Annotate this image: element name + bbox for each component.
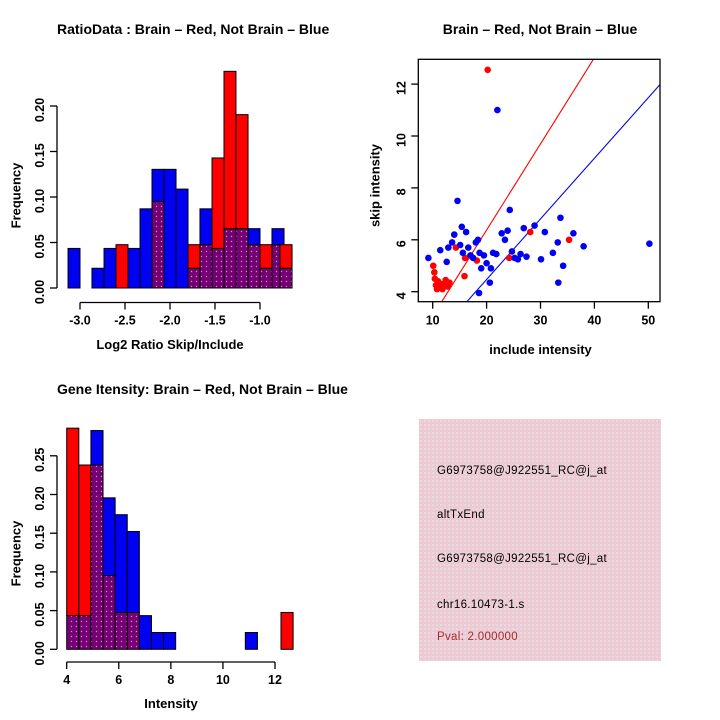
svg-text:0.20: 0.20 [33,486,47,511]
ratio-histogram-canvas [0,0,360,360]
ratio-histogram-panel [0,0,360,360]
probe-id-line: G6973758@J922551_RC@j_at [437,465,607,477]
svg-text:0.00: 0.00 [33,279,47,305]
svg-text:4: 4 [394,292,409,300]
svg-text:-1.5: -1.5 [204,313,226,328]
svg-text:12: 12 [268,673,282,687]
svg-text:0.15: 0.15 [33,143,47,168]
svg-text:30: 30 [533,313,548,328]
gene-intensity-histogram-xlabel: Intensity [144,696,198,711]
svg-text:10: 10 [215,673,230,687]
intensity-scatter-points-red [430,67,572,293]
gene-info-panel [360,360,720,720]
ratio-histogram-ylabel: Frequency [8,162,24,229]
svg-text:0.15: 0.15 [33,525,47,550]
locus-line: chr16.10473-1.s [437,599,525,611]
svg-text:0.10: 0.10 [33,563,47,589]
svg-text:6: 6 [394,240,409,248]
svg-text:0.00: 0.00 [33,641,47,666]
svg-text:8: 8 [394,188,409,196]
gene-intensity-histogram-canvas [0,360,360,720]
gene-intensity-histogram-panel [0,360,360,720]
plot-box [418,59,660,301]
pval-line: Pval: 2.000000 [437,631,518,643]
splice-event-type-line: altTxEnd [437,509,485,521]
svg-text:50: 50 [641,313,656,328]
svg-text:6: 6 [115,673,123,687]
intensity-scatter-canvas [360,0,720,360]
svg-text:20: 20 [479,313,494,328]
svg-text:-2.0: -2.0 [159,313,181,328]
svg-text:0.05: 0.05 [33,602,47,627]
intensity-scatter-xlabel: include intensity [489,342,592,357]
intensity-scatter-ylabel: skip intensity [367,143,383,228]
svg-text:0.10: 0.10 [33,188,47,214]
svg-text:-3.0: -3.0 [69,313,91,328]
ratio-histogram-title: RatioData : Brain – Red, Not Brain – Blue [57,21,330,37]
svg-text:-1.0: -1.0 [249,313,271,328]
svg-text:40: 40 [587,313,602,328]
svg-text:10: 10 [425,313,440,328]
svg-text:-2.5: -2.5 [114,313,136,328]
gene-intensity-histogram-bars [67,428,293,649]
gene-intensity-histogram-ylabel: Frequency [8,520,24,587]
gene-info-box [419,419,661,661]
probe-id-line-2: G6973758@J922551_RC@j_at [437,553,607,565]
svg-text:0.05: 0.05 [33,234,47,259]
intensity-scatter-title: Brain – Red, Not Brain – Blue [442,21,638,37]
notbrain-fit-line [467,84,660,301]
ratio-histogram-xlabel: Log2 Ratio Skip/Include [96,337,244,352]
intensity-scatter-panel [360,0,720,360]
svg-text:8: 8 [167,673,175,687]
svg-text:4: 4 [63,673,71,687]
svg-text:0.25: 0.25 [33,447,47,472]
ratio-histogram-bars [68,71,292,288]
gene-intensity-histogram-title: Gene Itensity: Brain – Red, Not Brain – Blue [57,381,348,397]
fit-lines [442,59,660,301]
svg-text:12: 12 [394,81,409,96]
svg-text:10: 10 [394,133,409,147]
intensity-scatter-points-blue [425,107,653,297]
brain-fit-line [442,59,594,301]
svg-text:0.20: 0.20 [33,97,47,123]
